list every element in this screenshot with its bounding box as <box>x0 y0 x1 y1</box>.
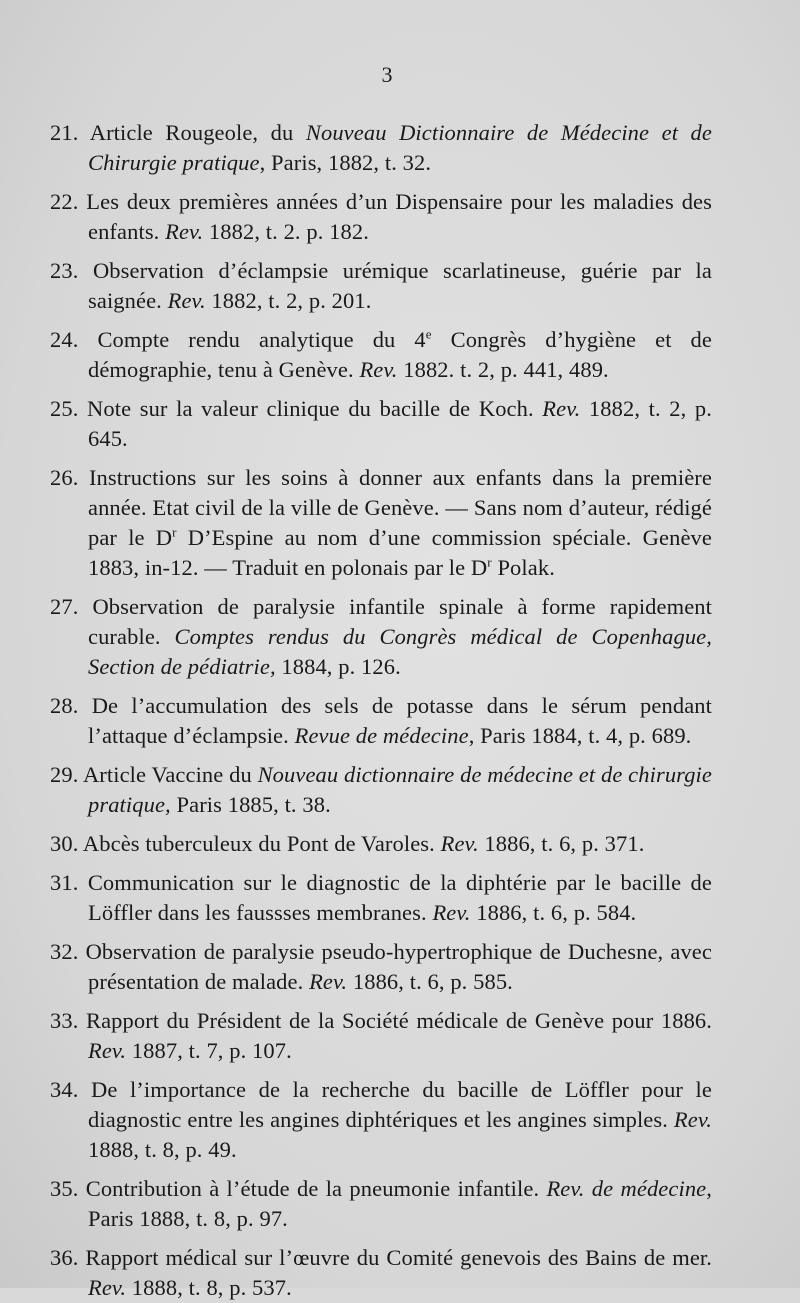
entry-number: 28. <box>50 693 79 718</box>
entry-text: 1884, p. 126. <box>275 654 401 679</box>
bibliography-entry <box>50 1174 712 1234</box>
entry-text: D’Espine au nom d’une commission spéciale. Genève 1883, in-12. — Traduit en polonais par le D <box>88 525 712 580</box>
entry-text: Observation de paralysie infantile spinale à forme rapidement curable. <box>88 594 712 649</box>
entry-text: Instructions sur les soins à donner aux enfants dans la première année. Etat civil de la ville de Genève. — Sans nom d’auteur, rédigé par le D <box>88 465 712 550</box>
entry-number: 33. <box>50 1008 79 1033</box>
entry-text: Article Rougeole, du <box>89 120 306 145</box>
bibliography-entry <box>50 394 712 454</box>
bibliography-entry <box>50 1006 712 1066</box>
entry-number: 32. <box>50 939 79 964</box>
entry-text: , Paris 1888, t. 8, p. 97. <box>88 1176 712 1231</box>
bibliography-entry <box>50 187 712 247</box>
entry-text: De l’accumulation des sels de potasse dans le sérum pendant l’attaque d’éclampsie. <box>88 693 712 748</box>
entry-text: Rapport médical sur l’œuvre du Comité genevois des Bains de mer. <box>85 1245 712 1270</box>
bibliography-entry <box>50 118 712 178</box>
entry-text: 1882, t. 2, p. 201. <box>205 288 372 313</box>
entry-text: 1888, t. 8, p. 537. <box>126 1275 292 1300</box>
entry-number: 27. <box>50 594 79 619</box>
entry-text: Observation de paralysie pseudo-hypertrophique de Duchesne, avec présentation de malade. <box>85 939 712 994</box>
entry-text: Paris 1885, t. 38. <box>170 792 331 817</box>
entry-number: 21. <box>50 120 79 145</box>
entry-text: , Paris, 1882, t. 32. <box>259 150 432 175</box>
italic-citation: Rev. <box>542 396 581 421</box>
italic-citation: Revue de médecine <box>294 723 469 748</box>
entry-text: 1886, t. 6, p. 585. <box>347 969 513 994</box>
bibliography-entry <box>50 256 712 316</box>
bibliography-entry <box>50 868 712 928</box>
bibliography-entry <box>50 829 712 859</box>
entry-text: Contribution à l’étude de la pneumonie infantile. <box>85 1176 547 1201</box>
italic-citation: Rev. <box>88 1038 127 1063</box>
entry-text: Article Vaccine du <box>82 762 258 787</box>
entry-text: Rapport du Président de la Société médicale de Genève pour 1886. <box>85 1008 712 1033</box>
entry-text: 1882, t. 2. p. 182. <box>203 219 369 244</box>
italic-citation: Rev. de médecine <box>546 1176 707 1201</box>
italic-citation: Rev. <box>432 900 471 925</box>
entry-number: 25. <box>50 396 79 421</box>
entry-text: Compte rendu analytique du 4 <box>97 327 426 352</box>
entry-number: 31. <box>50 870 79 895</box>
bibliography-list <box>50 118 712 1303</box>
italic-citation: Nouveau Dictionnaire de Médecine et de Chirurgie pratique <box>88 120 712 175</box>
italic-citation: Rev. <box>88 1275 127 1300</box>
entry-text: 1886, t. 6, p. 584. <box>470 900 637 925</box>
entry-number: 22. <box>50 189 79 214</box>
page-number: 3 <box>381 62 393 87</box>
entry-text: , Paris 1884, t. 4, p. 689. <box>468 723 692 748</box>
entry-number: 26. <box>50 465 79 490</box>
entry-text: 1887, t. 7, p. 107. <box>126 1038 292 1063</box>
entry-text: 1888, t. 8, p. 49. <box>88 1137 237 1162</box>
bibliography-entry <box>50 592 712 682</box>
entry-number: 23. <box>50 258 79 283</box>
superscript: e <box>425 326 432 342</box>
entry-text: Abcès tuberculeux du Pont de Varoles. <box>82 831 441 856</box>
bibliography-entry <box>50 760 712 820</box>
entry-text: Polak. <box>491 555 555 580</box>
entry-text: 1886, t. 6, p. 371. <box>478 831 645 856</box>
entry-number: 34. <box>50 1077 79 1102</box>
italic-citation: Rev. <box>440 831 479 856</box>
superscript: r <box>487 554 492 570</box>
bibliography-entry <box>50 691 712 751</box>
bibliography-entry <box>50 463 712 583</box>
entry-text: Communication sur le diagnostic de la diphtérie par le bacille de Löffler dans les faussses membranes. <box>87 870 712 925</box>
entry-text: Les deux premières années d’un Dispensaire pour les maladies des enfants. <box>86 189 712 244</box>
italic-citation: Nouveau dictionnaire de médecine et de chirurgie pratique, <box>88 762 712 817</box>
entry-number: 24. <box>50 327 79 352</box>
entry-number: 30. <box>50 831 79 856</box>
superscript: r <box>172 524 177 540</box>
entry-text: 1882. t. 2, p. 441, 489. <box>397 357 609 382</box>
italic-citation: Rev. <box>167 288 206 313</box>
entry-text: Observation d’éclampsie urémique scarlatineuse, guérie par la saignée. <box>88 258 712 313</box>
italic-citation: Rev. <box>309 969 348 994</box>
entry-text: De l’importance de la recherche du bacille de Löffler pour le diagnostic entre les angines diphtériques et les angines simples. <box>88 1077 712 1132</box>
bibliography-entry <box>50 325 712 385</box>
entry-number: 35. <box>50 1176 79 1201</box>
bibliography-entry <box>50 1075 712 1165</box>
italic-citation: Rev. <box>359 357 398 382</box>
bibliography-entry <box>50 1243 712 1303</box>
entry-text: Note sur la valeur clinique du bacille de Koch. <box>87 396 543 421</box>
entry-text: 1882, t. 2, p. 645. <box>88 396 712 451</box>
entry-number: 29. <box>50 762 79 787</box>
italic-citation: Rev. <box>673 1107 712 1132</box>
bibliography-entry <box>50 937 712 997</box>
italic-citation: Comptes rendus du Congrès médical de Copenhague, Section de pédiatrie, <box>88 624 712 679</box>
entry-text: Congrès d’hygiène et de démographie, tenu à Genève. <box>88 327 712 382</box>
italic-citation: Rev. <box>165 219 204 244</box>
entry-number: 36. <box>50 1245 79 1270</box>
